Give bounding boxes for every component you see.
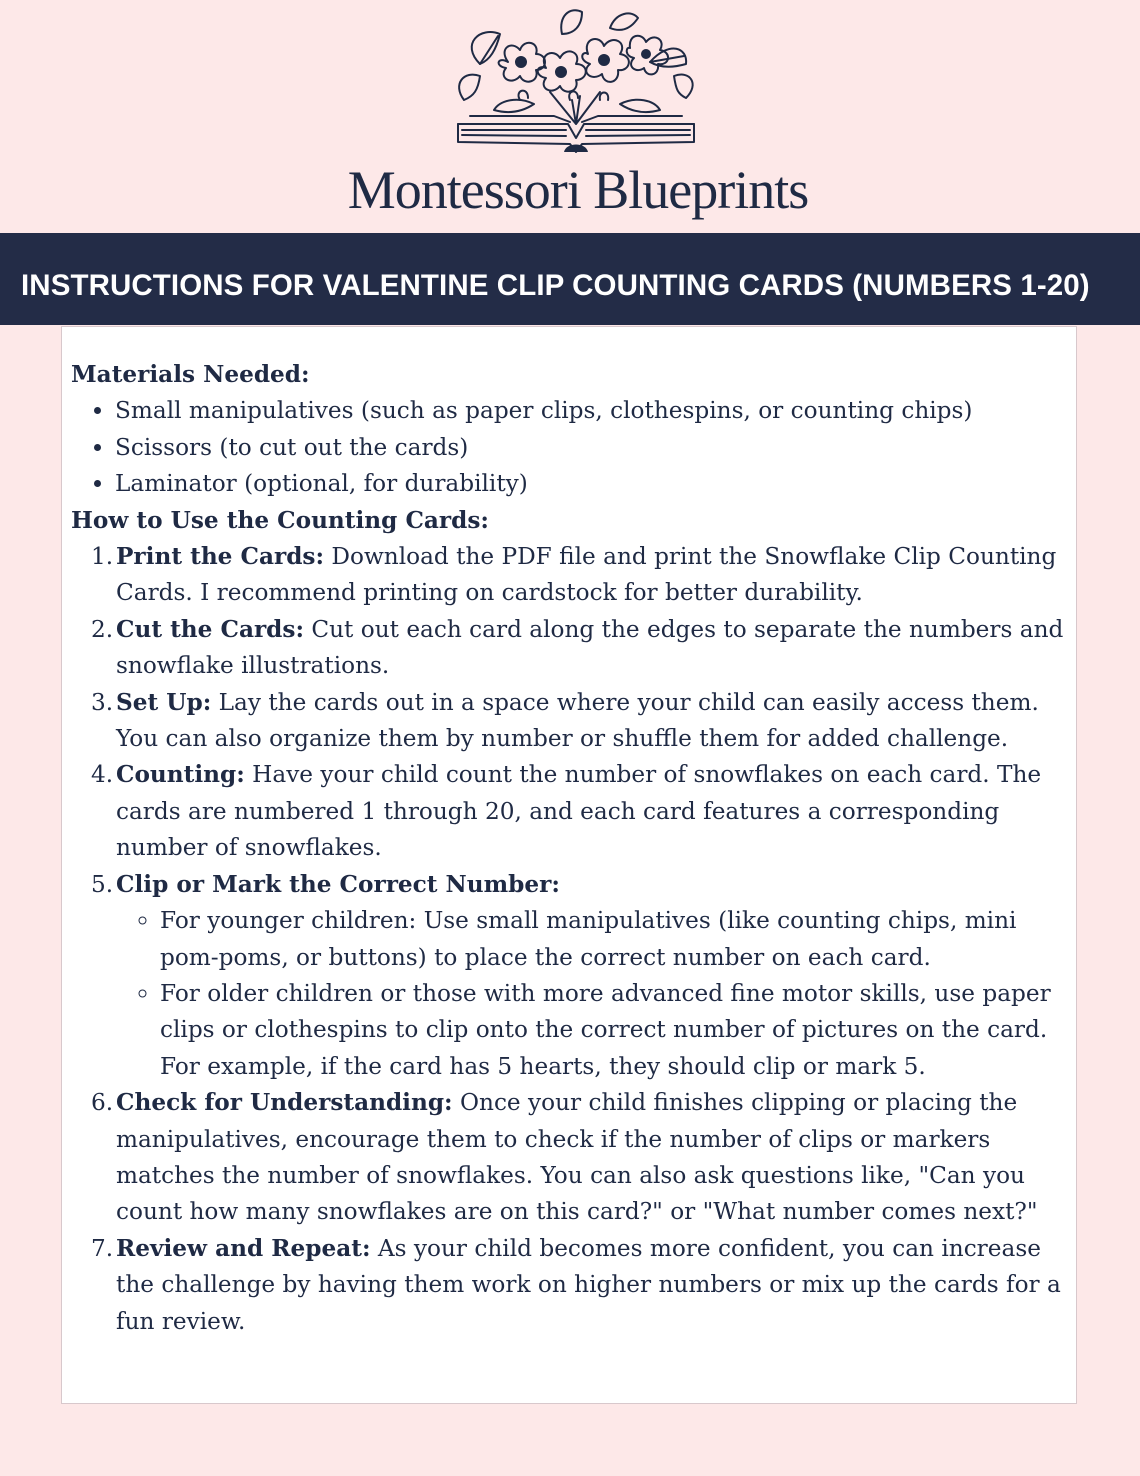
step-item (91, 1085, 1075, 1231)
step-text: Cut out each card along the edges to separate the numbers and snowflake illustrations. (116, 615, 1064, 680)
step-title: Print the Cards: (116, 543, 325, 571)
instructions-card (61, 326, 1077, 1404)
substep-list (116, 903, 1075, 1085)
step-number: 3. (91, 688, 114, 716)
steps-list (71, 539, 1075, 1340)
step-number: 4. (91, 761, 114, 789)
step-number: 6. (91, 1089, 114, 1117)
title-banner (0, 233, 1140, 325)
step-title: Cut the Cards: (116, 615, 305, 643)
step-title: Counting: (116, 761, 245, 789)
substep-item: ◦ For older children or those with more advanced fine motor skills, use paper clips or clothespins to clip onto the correct number of pictures on the card. For example, if the card has 5 hearts, they should clip or mark 5. (160, 976, 1075, 1085)
step-title: Check for Understanding: (116, 1089, 453, 1117)
step-number: 7. (91, 1234, 114, 1262)
step-text: Have your child count the number of snowflakes on each card. The cards are numbered 1 through 20, and each card features a corresponding number of snowflakes. (116, 761, 1042, 862)
step-title: Review and Repeat: (116, 1234, 371, 1262)
step-title: Set Up: (116, 688, 212, 716)
howto-heading: How to Use the Counting Cards: (71, 506, 489, 534)
substep-item: ◦ For younger children: Use small manipulatives (like counting chips, mini pom-poms, or buttons) to place the correct number on each card. (160, 903, 1075, 976)
brand-name: Montessori Blueprints (347, 160, 809, 220)
materials-heading: Materials Needed: (71, 361, 310, 388)
step-number: 2. (91, 615, 114, 643)
page-title: INSTRUCTIONS FOR VALENTINE CLIP COUNTING CARDS (NUMBERS 1-20) (21, 269, 1090, 302)
instructions-content (71, 357, 1075, 1340)
step-item (91, 867, 1075, 1085)
header (0, 0, 1140, 232)
step-title: Clip or Mark the Correct Number: (116, 870, 560, 898)
step-item (91, 539, 1075, 612)
list-item: • Scissors (to cut out the cards) (115, 430, 1075, 466)
step-item (91, 612, 1075, 685)
step-item (91, 1231, 1075, 1340)
step-text: Download the PDF file and print the Snowflake Clip Counting Cards. I recommend printing on cardstock for better durability. (116, 543, 1057, 607)
step-item (91, 757, 1075, 866)
list-item: • Laminator (optional, for durability) (115, 466, 1075, 502)
step-item (91, 685, 1075, 758)
step-text: As your child becomes more confident, you can increase the challenge by having them work on higher numbers or mix up the cards for a fun review. (116, 1234, 1061, 1335)
step-number: 1. (91, 543, 114, 571)
flowers-on-open-book-icon (450, 4, 702, 160)
materials-list (71, 393, 1075, 502)
step-text: Lay the cards out in a space where your child can easily access them. You can also organize them by number or shuffle them for added challenge. (116, 688, 1039, 753)
step-text: Once your child finishes clipping or placing the manipulatives, encourage them to check if the number of clips or markers matches the number of snowflakes. You can also ask questions like, "Can you count how many snowflakes are on this card?" or "What number comes next?" (116, 1089, 1038, 1226)
step-number: 5. (91, 870, 114, 898)
list-item: • Small manipulatives (such as paper clips, clothespins, or counting chips) (115, 393, 1075, 429)
